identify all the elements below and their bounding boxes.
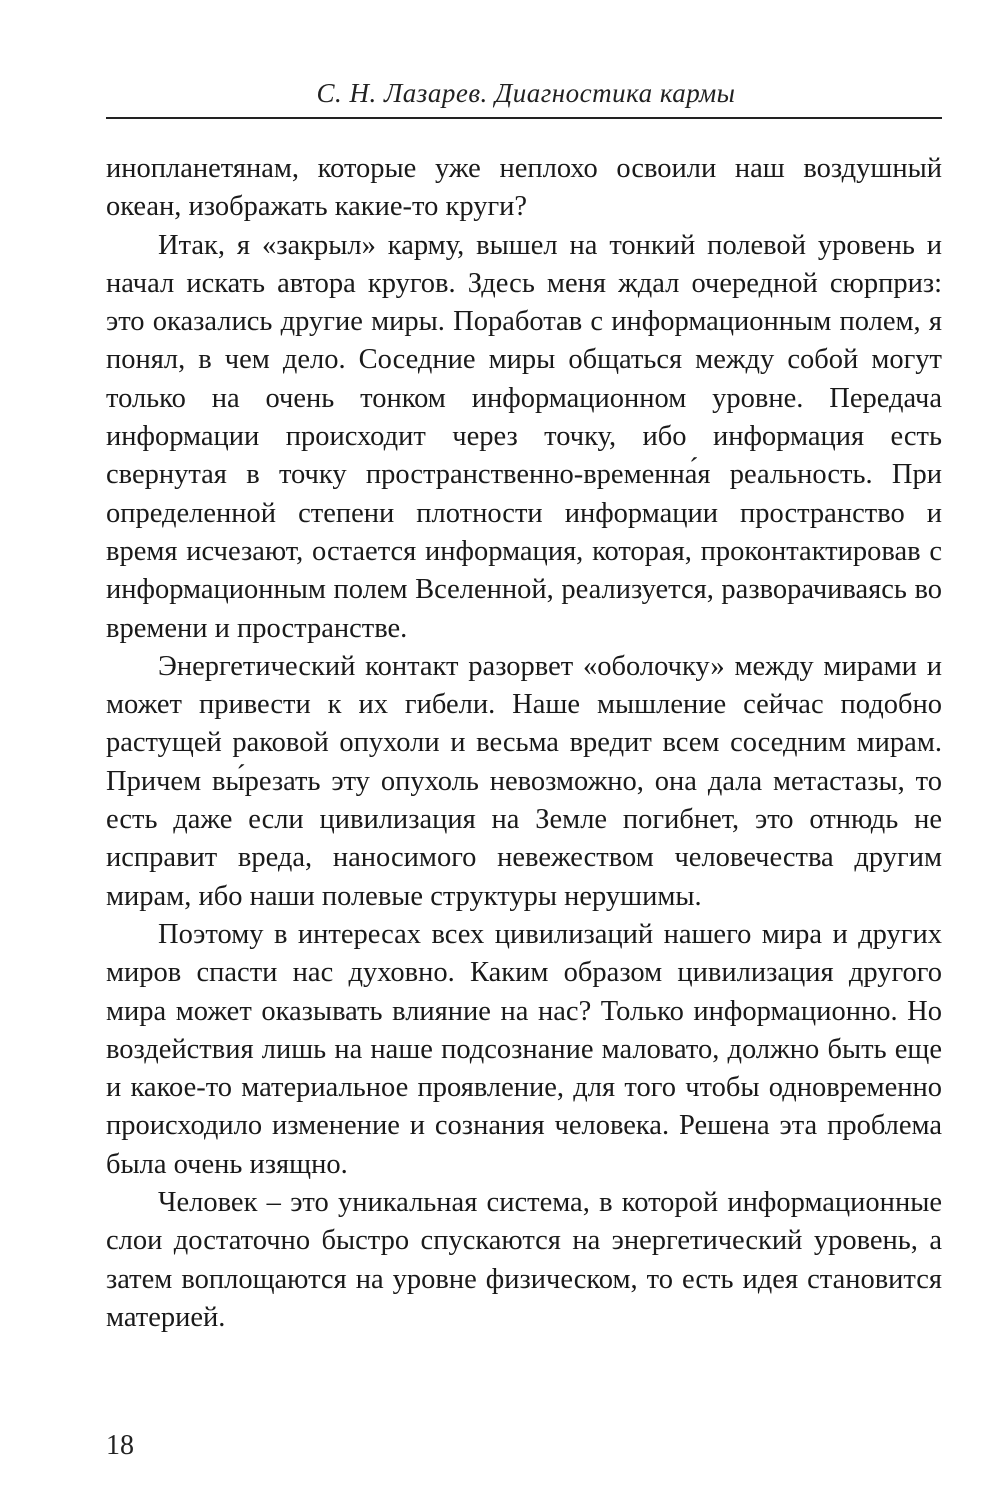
paragraph: Энергетический контакт разорвет «оболочку» между мирами и может привести к их гибели. Наше мышление сейчас подобно растущей раковой опухоли и весьма вредит всем соседним мирам. Причем вы́резать эту опухоль невозможно, она дала метастазы, то есть даже если цивилизация на Земле погибнет, это отнюдь не исправит вреда, наносимого невежеством человечества другим мирам, ибо наши полевые структуры нерушимы.	[106, 650, 942, 912]
paragraph-continued: инопланетянам, которые уже неплохо освоили наш воздушный океан, изображать какие-то круги?	[106, 153, 942, 223]
page-number: 18	[106, 1430, 134, 1461]
running-head	[0, 78, 1000, 109]
running-title: С. Н. Лазарев. Диагностика кармы	[316, 78, 736, 108]
paragraph: Поэтому в интересах всех цивилизаций нашего мира и других миров спасти нас духовно. Каким образом цивилизация другого мира может оказывать влияние на нас? Только информационно. Но воздействия лишь на наше подсознание маловато, должно быть еще и какое-то материальное проявление, для того чтобы одновременно происходило изменение и сознания человека. Решена эта проблема была очень изящно.	[106, 918, 942, 1180]
header-rule	[106, 117, 942, 119]
paragraph: Человек – это уникальная система, в которой информационные слои достаточно быстро спускаются на энергетический уровень, а затем воплощаются на уровне физическом, то есть идея становится материей.	[106, 1187, 942, 1333]
paragraph: Итак, я «закрыл» карму, вышел на тонкий полевой уровень и начал искать автора кругов. Здесь меня ждал очередной сюрприз: это оказались другие миры. Поработав с информационным полем, я понял, в чем дело. Соседние миры общаться между собой могут только на очень тонком информационном уровне. Передача информации происходит через точку, ибо информация есть свернутая в точку пространственно-временна́я реальность. При определенной степени плотности информации пространство и время исчезают, остается информация, которая, проконтактировав с информационным полем Вселенной, реализуется, разворачиваясь во времени и пространстве.	[106, 229, 942, 644]
body-text	[106, 150, 942, 1337]
